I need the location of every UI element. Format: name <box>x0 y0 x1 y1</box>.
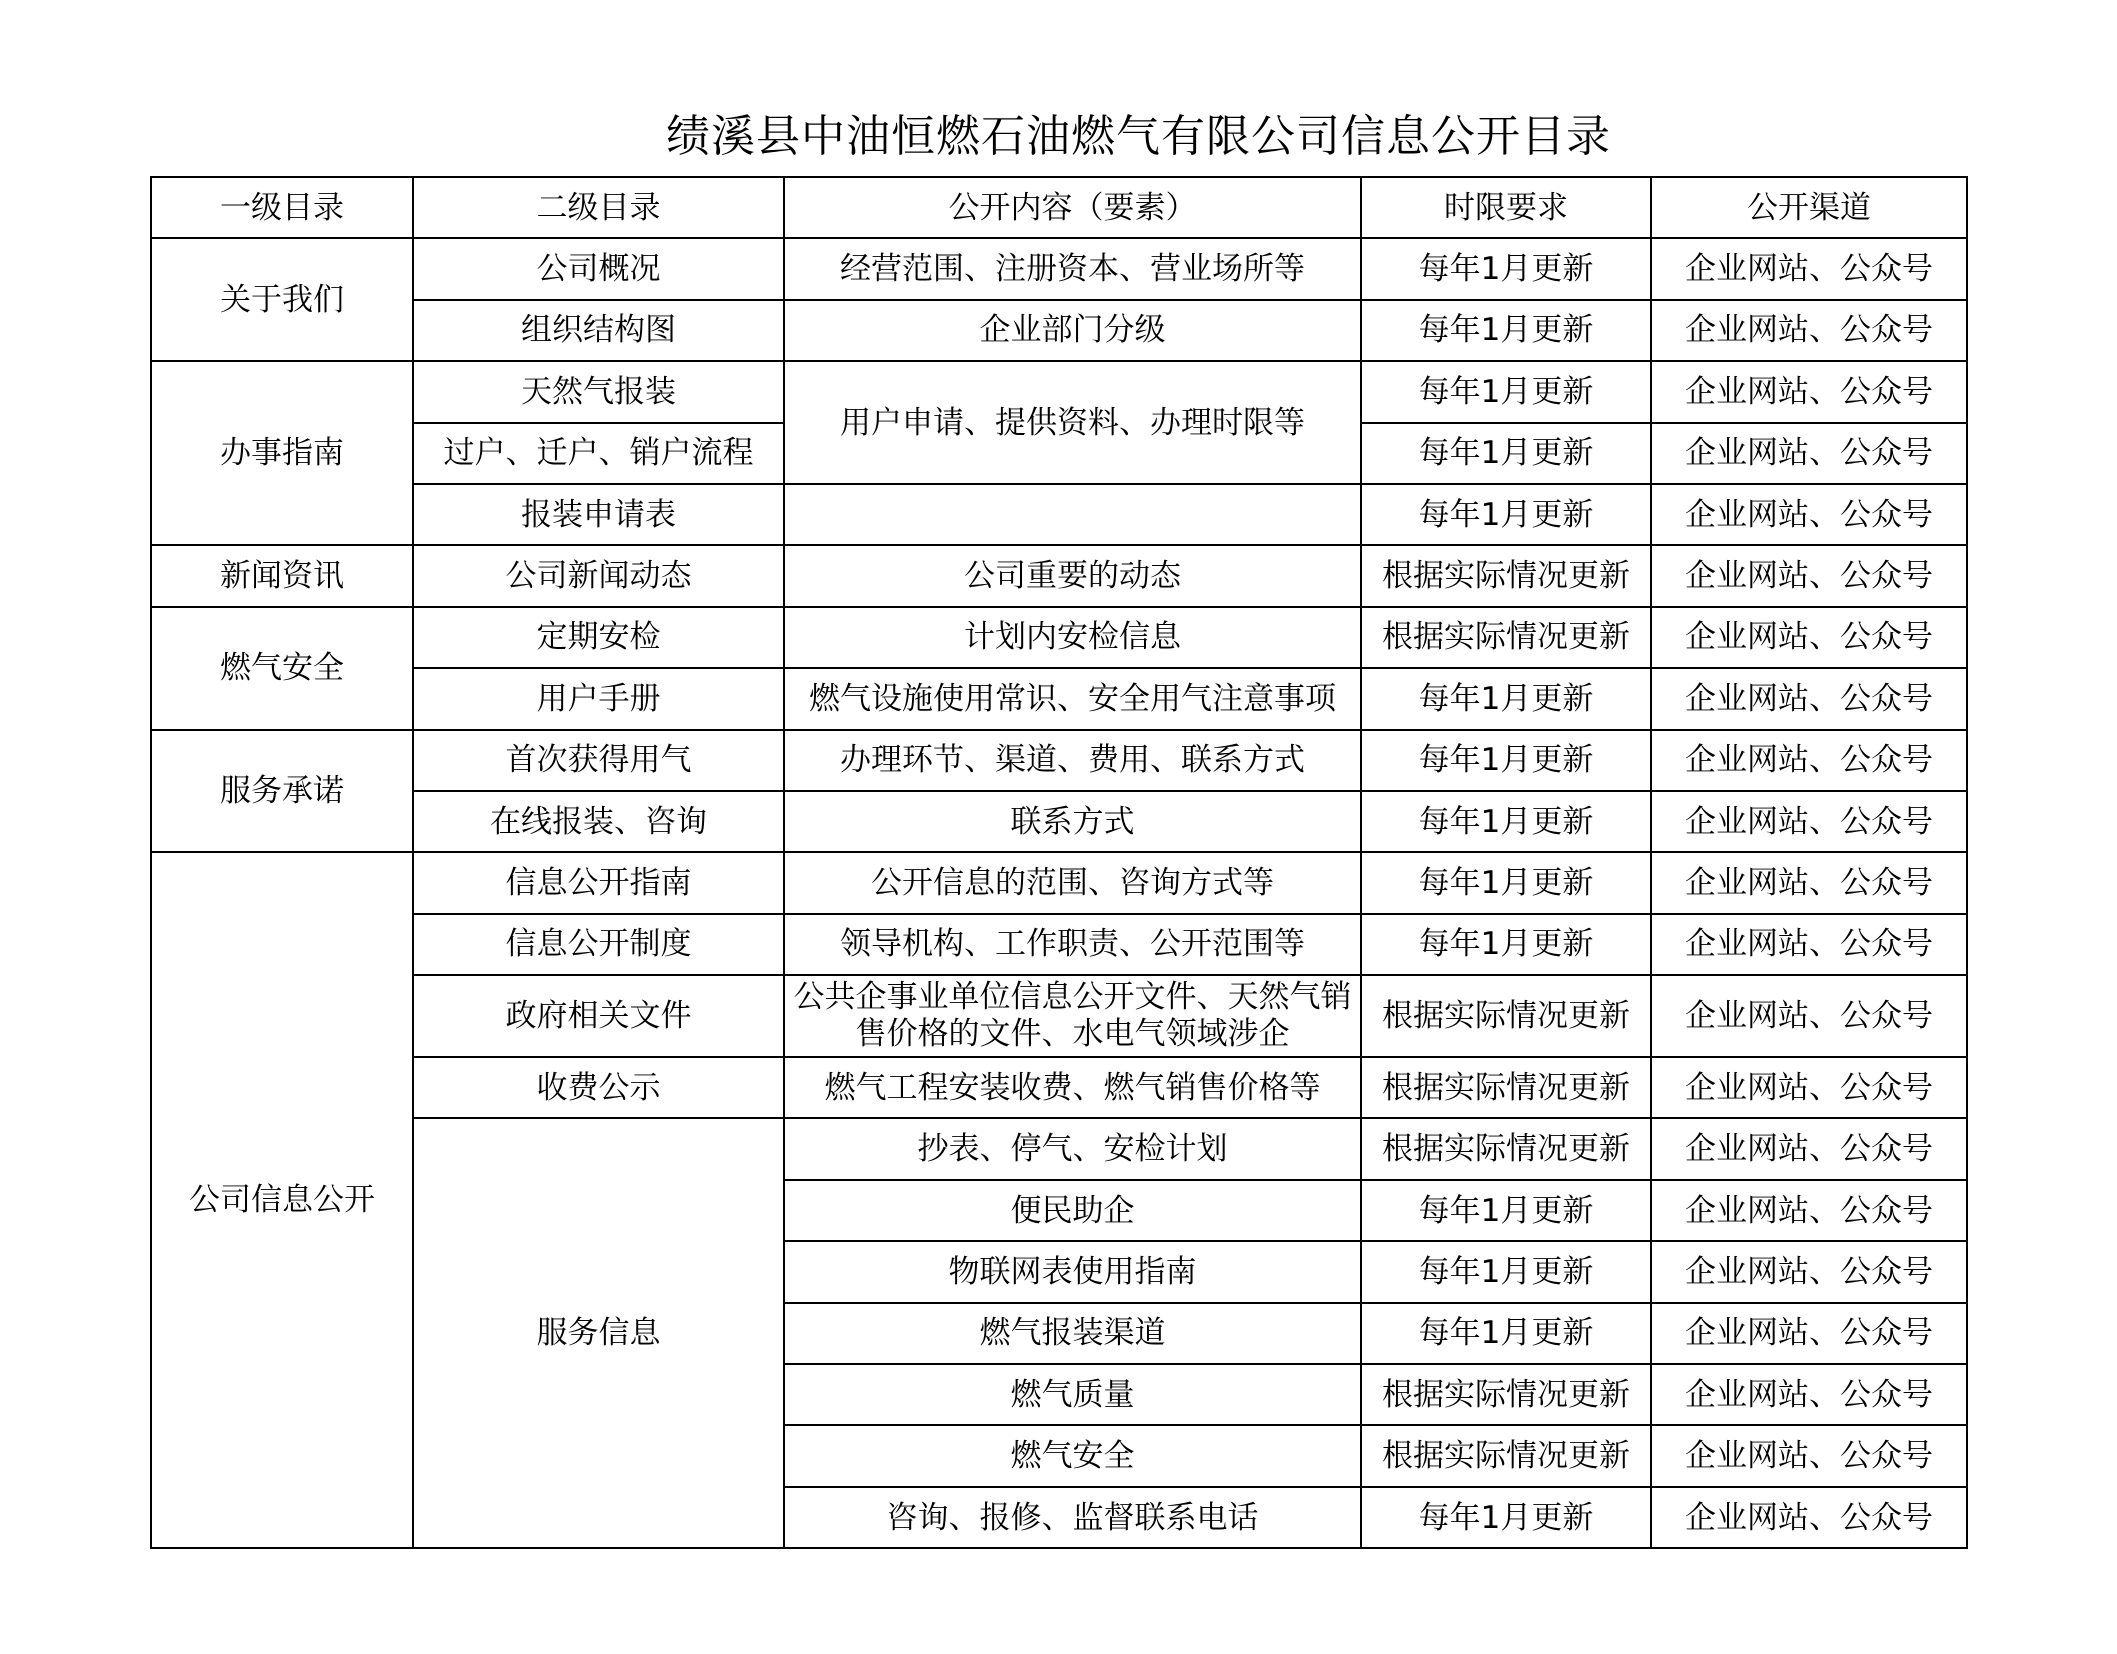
level2-cell: 信息公开指南 <box>413 852 784 913</box>
content-cell: 用户申请、提供资料、办理时限等 <box>784 361 1361 484</box>
level1-cell: 关于我们 <box>151 238 413 361</box>
time-cell: 根据实际情况更新 <box>1361 1364 1651 1425</box>
level2-cell: 定期安检 <box>413 607 784 668</box>
level2-cell: 组织结构图 <box>413 300 784 361</box>
content-cell: 公开信息的范围、咨询方式等 <box>784 852 1361 913</box>
column-header-level2: 二级目录 <box>413 177 784 238</box>
page-title: 绩溪县中油恒燃石油燃气有限公司信息公开目录 <box>666 111 1611 162</box>
level2-cell: 报装申请表 <box>413 484 784 545</box>
time-cell: 每年1月更新 <box>1361 1180 1651 1241</box>
content-cell: 办理环节、渠道、费用、联系方式 <box>784 730 1361 791</box>
channel-cell: 企业网站、公众号 <box>1651 238 1967 299</box>
level1-cell: 燃气安全 <box>151 607 413 730</box>
time-cell: 每年1月更新 <box>1361 300 1651 361</box>
content-cell: 公司重要的动态 <box>784 545 1361 606</box>
table-row <box>151 914 1967 975</box>
level1-cell: 公司信息公开 <box>151 852 413 1548</box>
content-cell: 燃气设施使用常识、安全用气注意事项 <box>784 668 1361 729</box>
content-cell: 燃气安全 <box>784 1425 1361 1486</box>
content-cell: 咨询、报修、监督联系电话 <box>784 1487 1361 1548</box>
column-header-channel: 公开渠道 <box>1651 177 1967 238</box>
column-header-level1: 一级目录 <box>151 177 413 238</box>
time-cell: 根据实际情况更新 <box>1361 545 1651 606</box>
content-cell: 便民助企 <box>784 1180 1361 1241</box>
level2-cell: 过户、迁户、销户流程 <box>413 423 784 484</box>
channel-cell: 企业网站、公众号 <box>1651 1487 1967 1548</box>
channel-cell: 企业网站、公众号 <box>1651 361 1967 422</box>
time-cell: 每年1月更新 <box>1361 1303 1651 1364</box>
table-row <box>151 852 1967 913</box>
content-cell: 公共企事业单位信息公开文件、天然气销售价格的文件、水电气领域涉企 <box>784 975 1361 1057</box>
time-cell: 根据实际情况更新 <box>1361 1425 1651 1486</box>
channel-cell: 企业网站、公众号 <box>1651 484 1967 545</box>
table-row <box>151 484 1967 545</box>
channel-cell: 企业网站、公众号 <box>1651 1241 1967 1302</box>
level2-cell: 政府相关文件 <box>413 975 784 1057</box>
time-cell: 根据实际情况更新 <box>1361 607 1651 668</box>
channel-cell: 企业网站、公众号 <box>1651 668 1967 729</box>
time-cell: 每年1月更新 <box>1361 668 1651 729</box>
table-row <box>151 1118 1967 1179</box>
level1-cell: 服务承诺 <box>151 730 413 853</box>
table-row <box>151 668 1967 729</box>
channel-cell: 企业网站、公众号 <box>1651 1057 1967 1118</box>
table-row <box>151 300 1967 361</box>
table-header-row <box>151 177 1967 238</box>
content-cell: 燃气质量 <box>784 1364 1361 1425</box>
time-cell: 根据实际情况更新 <box>1361 1057 1651 1118</box>
time-cell: 每年1月更新 <box>1361 852 1651 913</box>
channel-cell: 企业网站、公众号 <box>1651 1364 1967 1425</box>
channel-cell: 企业网站、公众号 <box>1651 545 1967 606</box>
content-cell: 燃气报装渠道 <box>784 1303 1361 1364</box>
level2-cell: 天然气报装 <box>413 361 784 422</box>
channel-cell: 企业网站、公众号 <box>1651 914 1967 975</box>
level2-cell: 用户手册 <box>413 668 784 729</box>
level2-cell: 公司概况 <box>413 238 784 299</box>
time-cell: 每年1月更新 <box>1361 914 1651 975</box>
table-row <box>151 1057 1967 1118</box>
content-cell: 领导机构、工作职责、公开范围等 <box>784 914 1361 975</box>
channel-cell: 企业网站、公众号 <box>1651 730 1967 791</box>
column-header-time: 时限要求 <box>1361 177 1651 238</box>
level2-cell: 首次获得用气 <box>413 730 784 791</box>
level1-cell: 办事指南 <box>151 361 413 545</box>
channel-cell: 企业网站、公众号 <box>1651 1425 1967 1486</box>
time-cell: 根据实际情况更新 <box>1361 1118 1651 1179</box>
time-cell: 每年1月更新 <box>1361 484 1651 545</box>
level2-cell: 在线报装、咨询 <box>413 791 784 852</box>
channel-cell: 企业网站、公众号 <box>1651 1303 1967 1364</box>
channel-cell: 企业网站、公众号 <box>1651 607 1967 668</box>
table-row <box>151 545 1967 606</box>
level2-cell: 公司新闻动态 <box>413 545 784 606</box>
time-cell: 每年1月更新 <box>1361 238 1651 299</box>
column-header-content: 公开内容（要素） <box>784 177 1361 238</box>
level2-cell: 收费公示 <box>413 1057 784 1118</box>
channel-cell: 企业网站、公众号 <box>1651 300 1967 361</box>
content-cell: 抄表、停气、安检计划 <box>784 1118 1361 1179</box>
info-catalog-table <box>150 176 1968 1549</box>
level2-cell: 信息公开制度 <box>413 914 784 975</box>
content-cell: 计划内安检信息 <box>784 607 1361 668</box>
content-cell: 企业部门分级 <box>784 300 1361 361</box>
channel-cell: 企业网站、公众号 <box>1651 1180 1967 1241</box>
time-cell: 根据实际情况更新 <box>1361 975 1651 1057</box>
content-cell: 燃气工程安装收费、燃气销售价格等 <box>784 1057 1361 1118</box>
time-cell: 每年1月更新 <box>1361 361 1651 422</box>
channel-cell: 企业网站、公众号 <box>1651 1118 1967 1179</box>
channel-cell: 企业网站、公众号 <box>1651 852 1967 913</box>
content-cell: 经营范围、注册资本、营业场所等 <box>784 238 1361 299</box>
time-cell: 每年1月更新 <box>1361 1487 1651 1548</box>
table-row <box>151 607 1967 668</box>
channel-cell: 企业网站、公众号 <box>1651 791 1967 852</box>
table-row <box>151 238 1967 299</box>
channel-cell: 企业网站、公众号 <box>1651 423 1967 484</box>
level2-cell: 服务信息 <box>413 1118 784 1548</box>
time-cell: 每年1月更新 <box>1361 423 1651 484</box>
table-row <box>151 730 1967 791</box>
time-cell: 每年1月更新 <box>1361 791 1651 852</box>
table-row <box>151 791 1967 852</box>
table-row <box>151 975 1967 1057</box>
time-cell: 每年1月更新 <box>1361 730 1651 791</box>
table-row <box>151 361 1967 422</box>
content-cell: 联系方式 <box>784 791 1361 852</box>
content-cell <box>784 484 1361 545</box>
level1-cell: 新闻资讯 <box>151 545 413 606</box>
time-cell: 每年1月更新 <box>1361 1241 1651 1302</box>
content-cell: 物联网表使用指南 <box>784 1241 1361 1302</box>
channel-cell: 企业网站、公众号 <box>1651 975 1967 1057</box>
